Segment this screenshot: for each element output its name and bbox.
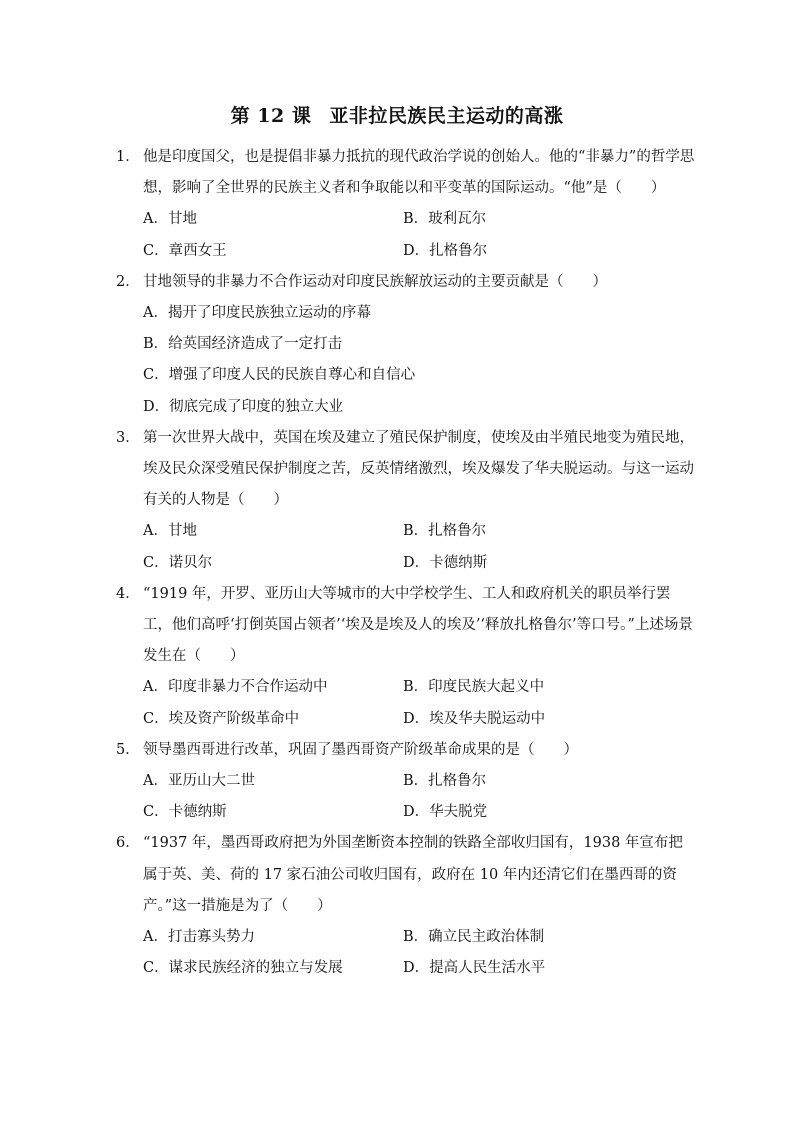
option-c: C．卡德纳斯 <box>143 804 227 821</box>
question-1 <box>116 142 696 267</box>
option-b: B．扎格鲁尔 <box>403 773 487 790</box>
question-stem <box>116 579 696 673</box>
option-b: B．扎格鲁尔 <box>403 523 487 540</box>
option-d: D．卡德纳斯 <box>403 554 488 571</box>
options <box>116 672 696 734</box>
option-d: D．华夫脱党 <box>403 804 488 821</box>
question-text: “1919 年，开罗、亚历山大等城市的大中学校学生、工人和政府机关的职员举行罢工，他们高呼‘打倒英国占领者’‘埃及是埃及人的埃及’‘释放扎格鲁尔’等口号。”上述场景发生在（ ） <box>143 585 693 665</box>
question-stem <box>116 267 696 298</box>
options <box>116 922 696 984</box>
option-d: D．彻底完成了印度的独立大业 <box>143 398 344 415</box>
option-c: C．埃及资产阶级革命中 <box>143 710 300 727</box>
question-number: 5． <box>116 741 140 758</box>
options <box>116 766 696 828</box>
options <box>116 298 696 423</box>
option-b: B．给英国经济造成了一定打击 <box>143 336 343 353</box>
question-list <box>116 142 696 984</box>
question-5 <box>116 735 696 829</box>
option-b: B．印度民族大起义中 <box>403 679 545 696</box>
question-text: 领导墨西哥进行改革，巩固了墨西哥资产阶级革命成果的是（ ） <box>143 741 578 758</box>
option-c: C．谋求民族经济的独立与发展 <box>143 960 343 977</box>
question-3 <box>116 423 696 579</box>
page-title <box>0 103 794 129</box>
option-a: A．甘地 <box>143 211 197 228</box>
options <box>116 516 696 578</box>
lesson-topic: 亚非拉民族民主运动的高涨 <box>329 105 564 127</box>
question-stem <box>116 828 696 922</box>
question-text: 第一次世界大战中，英国在埃及建立了殖民保护制度，使埃及由半殖民地变为殖民地，埃及民众深受殖民保护制度之苦，反英情绪激烈，埃及爆发了华夫脱运动。与这一运动有关的人物是（ ） <box>143 429 694 509</box>
option-c: C．章西女王 <box>143 242 227 259</box>
option-d: D．提高人民生活水平 <box>403 960 546 977</box>
options <box>116 204 696 266</box>
option-a: A．打击寡头势力 <box>143 929 255 946</box>
question-stem <box>116 142 696 204</box>
question-6 <box>116 828 696 984</box>
option-c: C．增强了印度人民的民族自尊心和自信心 <box>143 367 416 384</box>
option-b: B．玻利瓦尔 <box>403 211 487 228</box>
option-a: A．甘地 <box>143 523 197 540</box>
question-number: 2． <box>116 273 140 290</box>
option-d: D．扎格鲁尔 <box>403 242 488 259</box>
question-stem <box>116 423 696 517</box>
question-number: 3． <box>116 429 140 446</box>
lesson-number: 第 12 课 <box>230 105 312 127</box>
option-d: D．埃及华夫脱运动中 <box>403 710 546 727</box>
question-2 <box>116 267 696 423</box>
option-a: A．亚历山大二世 <box>143 773 255 790</box>
option-a: A．揭开了印度民族独立运动的序幕 <box>143 305 371 322</box>
question-text: 他是印度国父，也是提倡非暴力抵抗的现代政治学说的创始人。他的“非暴力”的哲学思想，影响了全世界的民族主义者和争取能以和平变革的国际运动。“他”是（ ） <box>143 149 695 197</box>
question-text: 甘地领导的非暴力不合作运动对印度民族解放运动的主要贡献是（ ） <box>143 273 607 290</box>
option-c: C．诺贝尔 <box>143 554 213 571</box>
question-number: 4． <box>116 585 140 602</box>
question-text: “1937 年，墨西哥政府把为外国垄断资本控制的铁路全部收归国有，1938 年宣布把属于英、美、荷的 17 家石油公司收归国有，政府在 10 年内还清它们在墨西哥的资产。”这一措施是为了（ ） <box>143 835 683 914</box>
question-number: 1． <box>116 149 140 165</box>
option-b: B．确立民主政治体制 <box>403 929 545 946</box>
question-number: 6． <box>116 835 140 852</box>
question-stem <box>116 735 696 766</box>
question-4 <box>116 579 696 735</box>
option-a: A．印度非暴力不合作运动中 <box>143 679 328 696</box>
